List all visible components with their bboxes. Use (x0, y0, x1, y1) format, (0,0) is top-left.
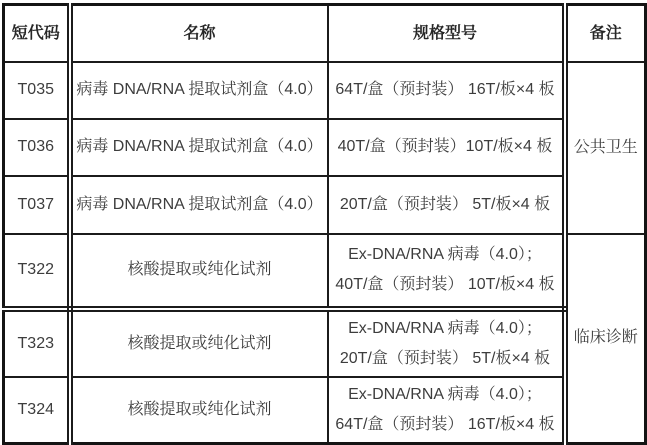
code-cell: T035 (4, 62, 70, 119)
name-cell: 核酸提取或纯化试剂 (70, 234, 328, 309)
table-row (4, 309, 646, 377)
name-cell: 核酸提取或纯化试剂 (70, 377, 328, 444)
name-cell: 病毒 DNA/RNA 提取试剂盒（4.0） (70, 176, 328, 234)
header-cell-remark: 备注 (565, 5, 646, 62)
code-cell: T324 (4, 377, 70, 444)
spec-line: 40T/盒（预封装）10T/板×4 板 (337, 138, 553, 155)
spec-cell (328, 234, 565, 309)
table-row (4, 119, 646, 176)
header-row (4, 5, 646, 62)
table-row (4, 377, 646, 444)
code-cell: T323 (4, 309, 70, 377)
spec-line: Ex-DNA/RNA 病毒（4.0）； (348, 319, 542, 337)
spec-line: 20T/盒（预封装） 5T/板×4 板 (339, 349, 551, 367)
code-cell: T036 (4, 119, 70, 176)
header-cell-code: 短代码 (4, 5, 70, 62)
name-cell: 病毒 DNA/RNA 提取试剂盒（4.0） (70, 119, 328, 176)
header-cell-name: 名称 (70, 5, 328, 62)
remark-cell: 公共卫生 (565, 62, 646, 234)
spec-line: 64T/盒（预封装） 16T/板×4 板 (335, 415, 555, 433)
spec-line: Ex-DNA/RNA 病毒（4.0）； (348, 246, 542, 263)
name-cell: 病毒 DNA/RNA 提取试剂盒（4.0） (70, 62, 328, 119)
spec-cell (328, 309, 565, 377)
spec-cell (328, 119, 565, 176)
spec-cell (328, 377, 565, 444)
spec-line: Ex-DNA/RNA 病毒（4.0）； (348, 385, 542, 403)
spec-line: 20T/盒（预封装） 5T/板×4 板 (339, 195, 551, 213)
code-cell: T322 (4, 234, 70, 309)
remark-cell: 临床诊断 (565, 234, 646, 444)
code-cell: T037 (4, 176, 70, 234)
table-row (4, 234, 646, 309)
spec-cell (328, 62, 565, 119)
name-cell: 核酸提取或纯化试剂 (70, 309, 328, 377)
table-row (4, 62, 646, 119)
spec-cell (328, 176, 565, 234)
spec-line: 64T/盒（预封装） 16T/板×4 板 (335, 81, 555, 98)
product-spec-table (2, 3, 647, 445)
table-row (4, 176, 646, 234)
spec-line: 40T/盒（预封装） 10T/板×4 板 (335, 276, 555, 293)
header-cell-spec: 规格型号 (328, 5, 565, 62)
